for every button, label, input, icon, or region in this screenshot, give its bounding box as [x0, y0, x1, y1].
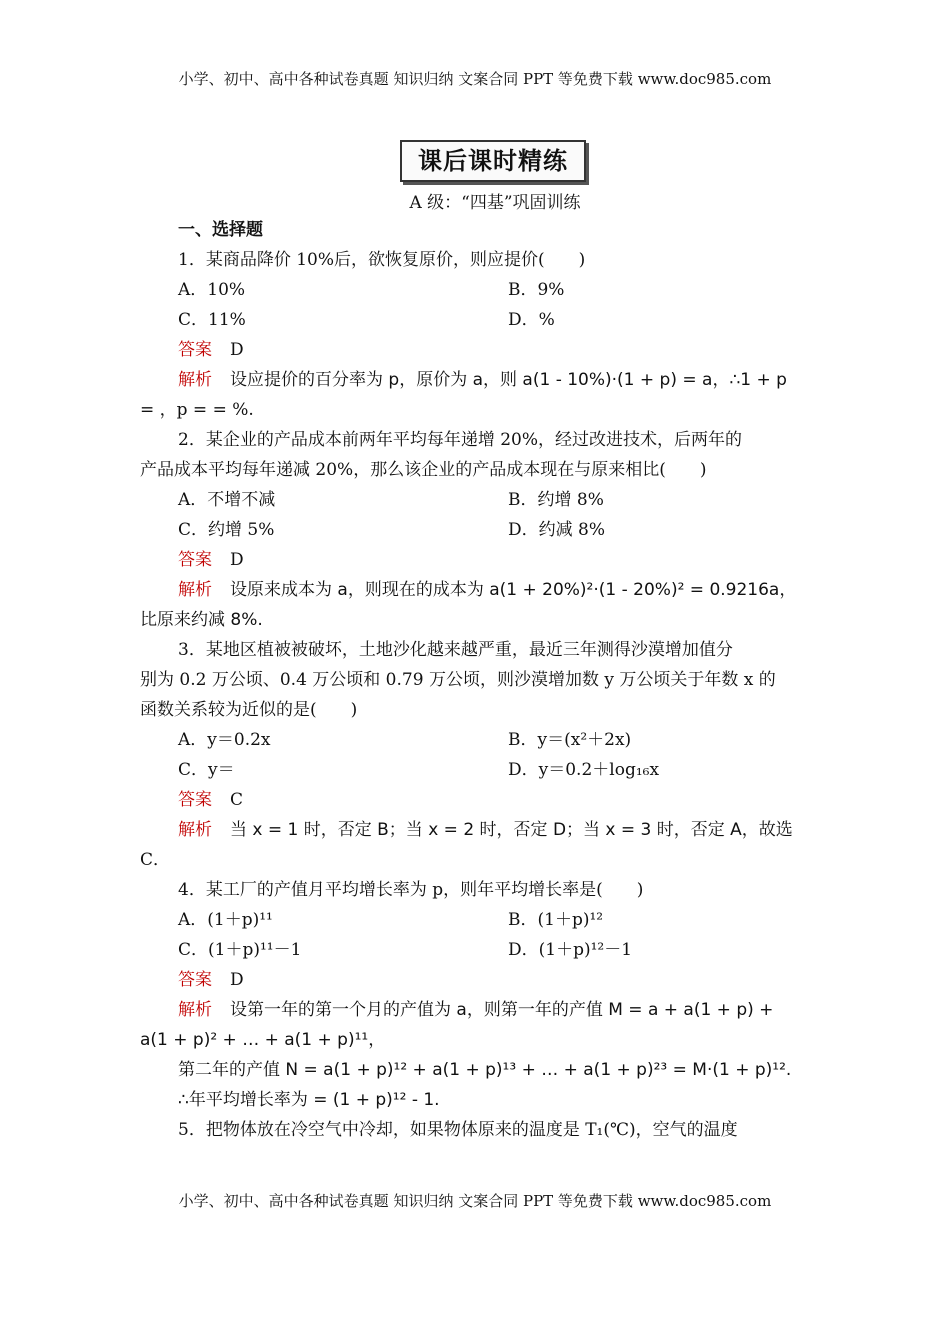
- page-header: 小学、初中、高中各种试卷真题 知识归纳 文案合同 PPT 等免费下载 www.doc985.com: [178, 70, 772, 88]
- page-footer: 小学、初中、高中各种试卷真题 知识归纳 文案合同 PPT 等免费下载 www.doc985.com: [178, 1192, 772, 1210]
- analysis-label: 解析: [178, 1000, 212, 1020]
- q3-option-a: A．y＝0.2x: [178, 730, 271, 750]
- q1-analysis-1: 设应提价的百分率为 p，原价为 a，则 a(1 - 10%)·(1 + p) = a，∴1 + p: [230, 370, 787, 390]
- q3-option-d: D．y＝0.2＋log₁₆x: [508, 760, 660, 780]
- q1-options-ab: [140, 275, 810, 305]
- q3-option-b: B．y＝(x²＋2x): [508, 730, 632, 750]
- q2-analysis-row: [140, 575, 810, 605]
- answer-label: 答案: [178, 790, 212, 810]
- q2-answer-row: [140, 545, 810, 575]
- q4-option-d: D．(1＋p)¹²－1: [508, 940, 633, 960]
- exercise-content: [140, 215, 810, 1145]
- q3-analysis-1: 当 x = 1 时，否定 B；当 x = 2 时，否定 D；当 x = 3 时，否定 A，故选: [230, 820, 793, 840]
- q2-options-ab: [140, 485, 810, 515]
- q1-answer: D: [230, 340, 244, 360]
- q1-option-c: C．11%: [178, 310, 246, 330]
- q3-analysis-2: C．: [140, 850, 171, 870]
- q3-answer: C: [230, 790, 244, 810]
- q3-answer-row: [140, 785, 810, 815]
- analysis-label: 解析: [178, 820, 212, 840]
- q1-analysis-row: [140, 365, 810, 395]
- q5-stem: 5．把物体放在冷空气中冷却，如果物体原来的温度是 T₁(℃)，空气的温度: [178, 1120, 738, 1140]
- q4-option-c: C．(1＋p)¹¹－1: [178, 940, 302, 960]
- q3-option-c: C．y＝: [178, 760, 235, 780]
- q4-answer-row: [140, 965, 810, 995]
- q4-analysis-4: ∴年平均增长率为 = (1 + p)¹² - 1.: [178, 1090, 440, 1110]
- q2-option-b: B．约增 8%: [508, 490, 604, 510]
- q1-option-b: B．9%: [508, 280, 565, 300]
- answer-label: 答案: [178, 970, 212, 990]
- q4-options-ab: [140, 905, 810, 935]
- level-subtitle: A 级：“四基”巩固训练: [409, 193, 581, 213]
- q2-analysis-2: 比原来约减 8%.: [140, 610, 263, 630]
- q1-answer-row: [140, 335, 810, 365]
- q2-analysis-1: 设原来成本为 a，则现在的成本为 a(1 + 20%)²·(1 - 20%)² = 0.9216a，: [230, 580, 797, 600]
- q1-option-a: A．10%: [178, 280, 246, 300]
- q2-option-d: D．约减 8%: [508, 520, 606, 540]
- q3-options-ab: [140, 725, 810, 755]
- section-heading: 一、选择题: [178, 220, 263, 240]
- q1-analysis-2: = ，p = = %.: [140, 400, 254, 420]
- q4-stem: 4．某工厂的产值月平均增长率为 p，则年平均增长率是( ): [178, 880, 644, 900]
- q4-option-b: B．(1＋p)¹²: [508, 910, 604, 930]
- q2-stem-2: 产品成本平均每年递减 20%，那么该企业的产品成本现在与原来相比( ): [140, 460, 707, 480]
- q3-stem-1: 3．某地区植被被破坏，土地沙化越来越严重，最近三年测得沙漠增加值分: [178, 640, 733, 660]
- analysis-label: 解析: [178, 580, 212, 600]
- q4-analysis-row: [140, 995, 810, 1025]
- page-title: 课后课时精练: [400, 140, 586, 182]
- q2-option-c: C．约增 5%: [178, 520, 275, 540]
- q2-stem-1: 2．某企业的产品成本前两年平均每年递增 20%，经过改进技术，后两年的: [178, 430, 743, 450]
- q1-stem: 1．某商品降价 10%后，欲恢复原价，则应提价( ): [178, 250, 586, 270]
- q4-analysis-1: 设第一年的第一个月的产值为 a，则第一年的产值 M = a + a(1 + p) +: [230, 1000, 774, 1020]
- q4-answer: D: [230, 970, 244, 990]
- q3-options-cd: [140, 755, 810, 785]
- q1-option-d: D．%: [508, 310, 555, 330]
- analysis-label: 解析: [178, 370, 212, 390]
- q4-analysis-3: 第二年的产值 N = a(1 + p)¹² + a(1 + p)¹³ + … + a(1 + p)²³ = M·(1 + p)¹².: [178, 1060, 792, 1080]
- q3-stem-3: 函数关系较为近似的是( ): [140, 700, 358, 720]
- q4-options-cd: [140, 935, 810, 965]
- q3-analysis-row: [140, 815, 810, 845]
- answer-label: 答案: [178, 340, 212, 360]
- q3-stem-2: 别为 0.2 万公顷、0.4 万公顷和 0.79 万公顷，则沙漠增加数 y 万公顷关于年数 x 的: [140, 670, 776, 690]
- q2-option-a: A．不增不减: [178, 490, 276, 510]
- q2-answer: D: [230, 550, 244, 570]
- q4-analysis-2: a(1 + p)² + … + a(1 + p)¹¹，: [140, 1030, 386, 1050]
- q1-options-cd: [140, 305, 810, 335]
- q2-options-cd: [140, 515, 810, 545]
- q4-option-a: A．(1＋p)¹¹: [178, 910, 273, 930]
- answer-label: 答案: [178, 550, 212, 570]
